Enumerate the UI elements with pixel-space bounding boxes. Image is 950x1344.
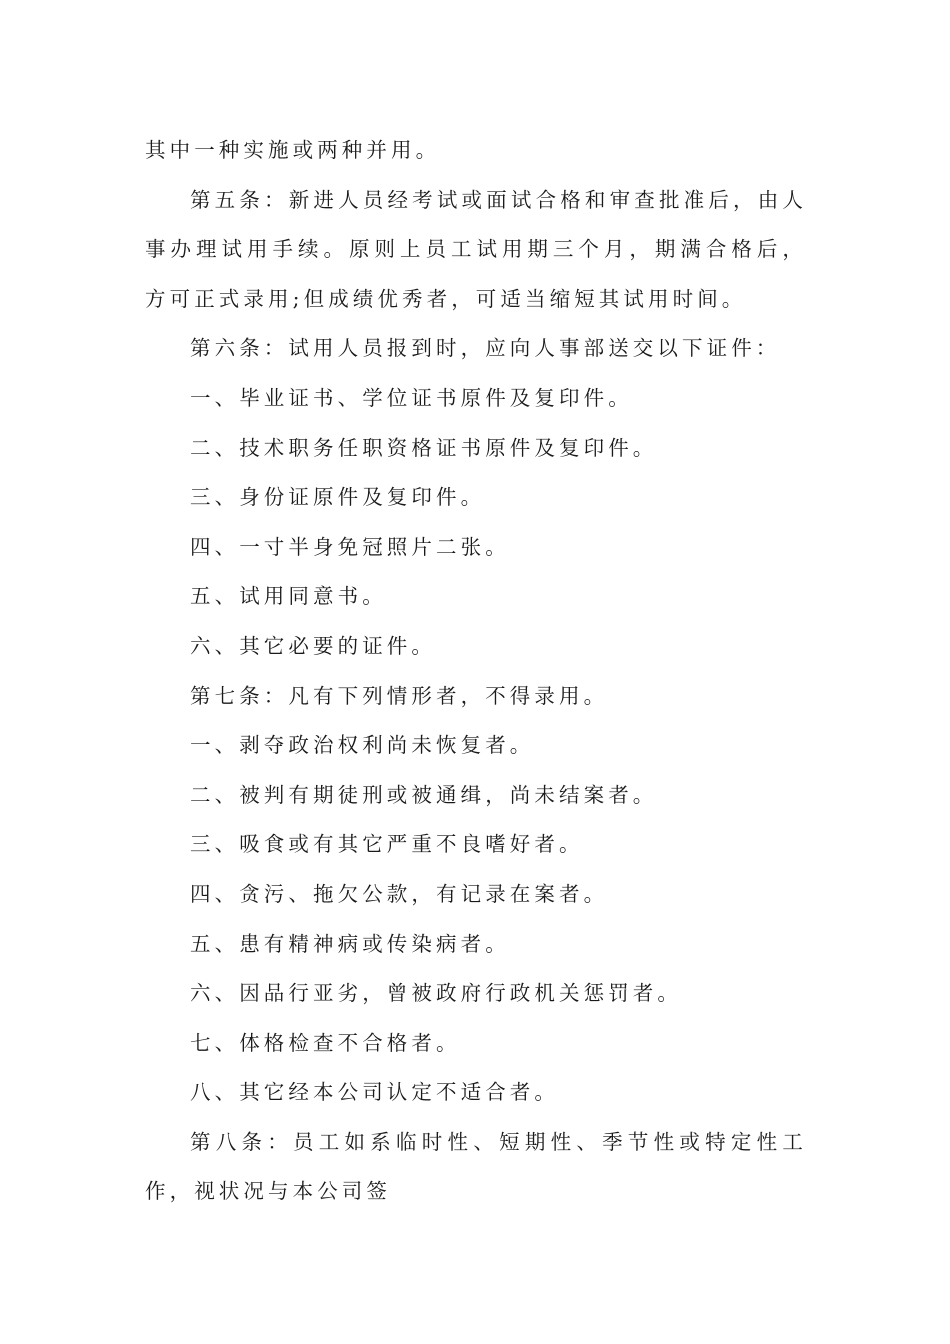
article-7-paragraph: 第七条：凡有下列情形者，不得录用。: [190, 683, 609, 708]
document-body: [145, 126, 807, 1217]
paragraph-continuation: 其中一种实施或两种并用。: [145, 138, 441, 162]
article-7-item-5: 五、患有精神病或传染病者。: [190, 931, 510, 956]
article-7-item-3: 三、吸食或有其它严重不良嗜好者。: [190, 832, 584, 857]
article-7-item-4: 四、贪污、拖欠公款，有记录在案者。: [190, 881, 609, 906]
article-6-item-1: 一、毕业证书、学位证书原件及复印件。: [190, 385, 633, 410]
article-6-item-3: 三、身份证原件及复印件。: [190, 485, 486, 510]
article-7-item-2: 二、被判有期徒刑或被通缉，尚未结案者。: [190, 782, 658, 807]
article-7-item-8: 八、其它经本公司认定不适合者。: [190, 1080, 559, 1105]
article-8-paragraph: 第八条：员工如系临时性、短期性、季节性或特定性工作，视状况与本公司签: [145, 1129, 807, 1204]
article-7-item-7: 七、体格检查不合格者。: [190, 1030, 461, 1055]
article-6-item-2: 二、技术职务任职资格证书原件及复印件。: [190, 435, 658, 460]
article-7-item-6: 六、因品行亚劣，曾被政府行政机关惩罚者。: [190, 981, 682, 1006]
article-7-item-1: 一、剥夺政治权利尚未恢复者。: [190, 733, 535, 758]
article-6-paragraph: 第六条：试用人员报到时，应向人事部送交以下证件：: [190, 336, 781, 361]
article-6-item-5: 五、试用同意书。: [190, 584, 387, 609]
article-5-paragraph: 第五条：新进人员经考试或面试合格和审查批准后，由人事办理试用手续。原则上员工试用期三个月，期满合格后，方可正式录用;但成绩优秀者，可适当缩短其试用时间。: [145, 187, 807, 311]
article-6-item-6: 六、其它必要的证件。: [190, 633, 436, 658]
article-6-item-4: 四、一寸半身免冠照片二张。: [190, 534, 510, 559]
